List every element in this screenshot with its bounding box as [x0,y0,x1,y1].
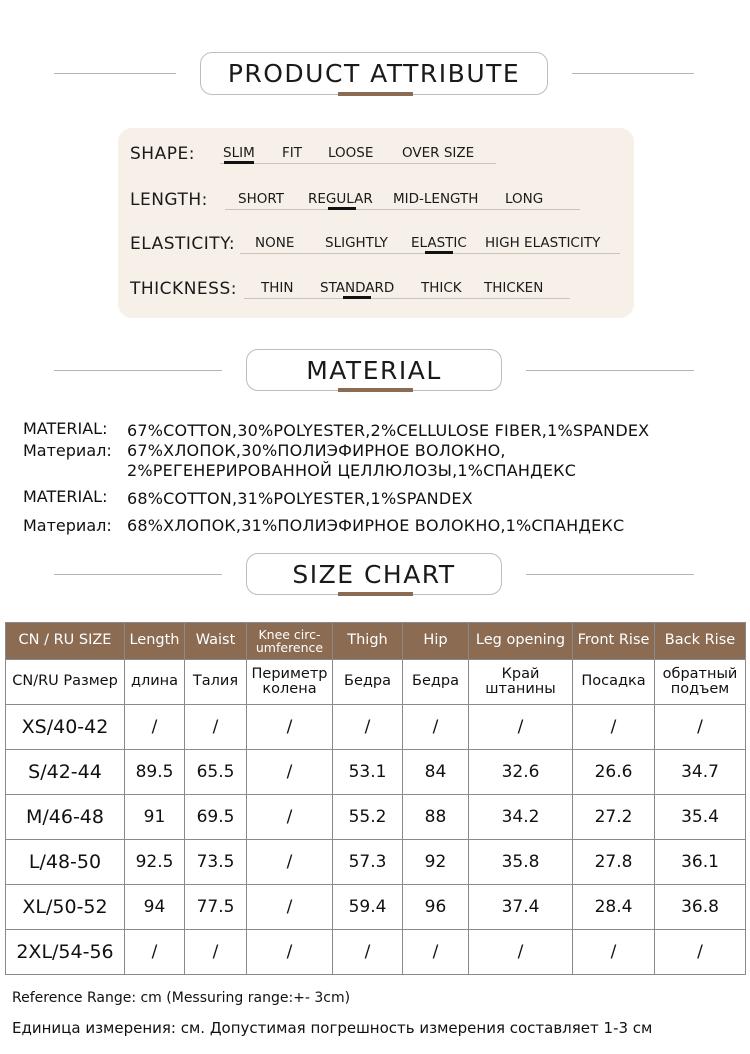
attribute-header-line-left [54,73,176,74]
attribute-section-title: PRODUCT ATTRIBUTE [200,52,548,95]
attr-option-slim: SLIM [223,145,255,161]
subheader-knee [247,660,333,705]
measurement-cell: / [573,705,655,750]
measurement-cell: 92 [403,840,469,885]
table-row [6,705,746,750]
material-title-accent [338,388,413,392]
measurement-cell: 35.4 [655,795,746,840]
attr-selected-mark-thickness [343,296,371,299]
attr-option-regular: REGULAR [308,191,373,207]
measurement-cell: / [655,930,746,975]
measurement-cell: / [247,750,333,795]
material-section-title: MATERIAL [246,349,502,391]
header-length: Length [125,623,185,660]
measurement-cell: / [469,930,573,975]
table-row [6,885,746,930]
measurement-cell: 34.7 [655,750,746,795]
measurement-cell: 65.5 [185,750,247,795]
measurement-cell: 84 [403,750,469,795]
attr-label-length: LENGTH: [130,190,208,210]
attr-option-thicken: THICKEN [484,280,544,296]
header-hip: Hip [403,623,469,660]
measurement-cell: / [403,930,469,975]
measurement-cell: / [185,705,247,750]
size-header-line-right [526,574,694,575]
measurement-cell: 53.1 [333,750,403,795]
subheader-knee-line2: колена [262,681,317,697]
attr-underline-shape [220,163,496,164]
size-label-cell: XS/40-42 [6,705,125,750]
table-row [6,930,746,975]
attr-option-long: LONG [505,191,544,207]
size-table-header-row [6,623,746,660]
header-leg-opening: Leg opening [469,623,573,660]
attr-option-thick: THICK [421,280,462,296]
measurement-cell: 37.4 [469,885,573,930]
attr-label-shape: SHAPE: [130,144,195,164]
measurement-cell: / [185,930,247,975]
attr-option-oversize: OVER SIZE [402,145,475,161]
attr-option-fit: FIT [282,145,302,161]
measurement-cell: 94 [125,885,185,930]
attribute-title-accent [338,92,413,96]
attr-option-slightly: SLIGHTLY [325,235,388,251]
attr-label-elasticity: ELASTICITY: [130,234,236,254]
subheader-length: длина [125,660,185,705]
measurement-cell: 26.6 [573,750,655,795]
subheader-hip: Бедра [403,660,469,705]
measurement-cell: 77.5 [185,885,247,930]
measurement-cell: / [333,705,403,750]
measurement-cell: / [573,930,655,975]
attr-underline-length [225,209,580,210]
measurement-cell: 91 [125,795,185,840]
material-text-ru-2: 68%ХЛОПОК,31%ПОЛИЭФИРНОЕ ВОЛОКНО,1%СПАНДЕКС [127,516,625,535]
subheader-leg-line1: Край [501,665,540,682]
subheader-leg-line2: штанины [485,681,556,697]
header-waist: Waist [185,623,247,660]
material-header-line-right [526,370,694,371]
attr-underline-thickness [244,298,570,299]
table-row [6,840,746,885]
size-label-cell: S/42-44 [6,750,125,795]
measurement-cell: / [403,705,469,750]
size-header-line-left [54,574,222,575]
measurement-cell: 35.8 [469,840,573,885]
size-label-cell: XL/50-52 [6,885,125,930]
measurement-cell: 55.2 [333,795,403,840]
material-label-en-2: MATERIAL: [23,487,108,506]
attr-option-loose: LOOSE [328,145,374,161]
measurement-cell: 27.8 [573,840,655,885]
subheader-leg-opening [469,660,573,705]
attr-option-short: SHORT [238,191,284,207]
measurement-cell: / [125,930,185,975]
measurement-cell: / [247,930,333,975]
attr-option-standard: STANDARD [320,280,395,296]
measurement-cell: / [655,705,746,750]
size-section-title: SIZE CHART [246,553,502,595]
material-header-line-left [54,370,222,371]
measurement-cell: 73.5 [185,840,247,885]
size-label-cell: L/48-50 [6,840,125,885]
subheader-back-line2: подъем [670,681,730,697]
header-knee [247,623,333,660]
attr-selected-mark-elasticity [425,251,453,254]
size-title-accent [338,592,413,596]
measurement-cell: / [125,705,185,750]
material-label-en-1: MATERIAL: [23,419,108,438]
header-knee-line2: umference [255,640,324,655]
measurement-cell: 36.8 [655,885,746,930]
size-label-cell: M/46-48 [6,795,125,840]
measurement-cell: / [469,705,573,750]
measurement-cell: 59.4 [333,885,403,930]
attribute-header-line-right [572,73,694,74]
material-text-ru-1-cont: 2%РЕГЕНЕРИРОВАННОЙ ЦЕЛЛЮЛОЗЫ,1%СПАНДЕКС [127,461,577,480]
attr-option-none: NONE [255,235,295,251]
subheader-thigh: Бедра [333,660,403,705]
header-front-rise: Front Rise [573,623,655,660]
measurement-cell: 34.2 [469,795,573,840]
size-chart-table [5,622,746,975]
material-text-ru-1: 67%ХЛОПОК,30%ПОЛИЭФИРНОЕ ВОЛОКНО, [127,441,506,460]
measurement-cell: / [247,795,333,840]
measurement-error-note: Единица измерения: см. Допустимая погрешность измерения составляет 1-3 см [12,1019,653,1037]
measurement-cell: 92.5 [125,840,185,885]
table-row [6,795,746,840]
material-label-ru-1: Материал: [23,441,112,460]
measurement-cell: / [333,930,403,975]
header-back-rise: Back Rise [655,623,746,660]
subheader-knee-line1: Периметр [251,665,328,682]
measurement-cell: / [247,885,333,930]
measurement-cell: / [247,840,333,885]
subheader-back-line1: обратный [662,665,738,682]
measurement-cell: 69.5 [185,795,247,840]
measurement-cell: 57.3 [333,840,403,885]
subheader-back-rise [655,660,746,705]
measurement-cell: 88 [403,795,469,840]
attr-selected-mark-shape [224,161,254,164]
size-label-cell: 2XL/54-56 [6,930,125,975]
attr-selected-mark-length [328,207,356,210]
header-thigh: Thigh [333,623,403,660]
material-label-ru-2: Материал: [23,516,112,535]
size-table-subheader-row [6,660,746,705]
size-table-body [6,705,746,975]
measurement-cell: 32.6 [469,750,573,795]
attr-label-thickness: THICKNESS: [130,279,237,299]
header-knee-line1: Knee circ- [258,626,321,642]
material-text-en-1: 67%COTTON,30%POLYESTER,2%CELLULOSE FIBER,1%SPANDEX [127,421,650,440]
subheader-front-rise: Посадка [573,660,655,705]
measurement-cell: 28.4 [573,885,655,930]
reference-range-note: Reference Range: cm (Messuring range:+- 3cm) [12,990,351,1006]
measurement-cell: / [247,705,333,750]
attr-option-thin: THIN [261,280,294,296]
table-row [6,750,746,795]
measurement-cell: 89.5 [125,750,185,795]
subheader-size: CN/RU Размер [6,660,125,705]
attr-option-elastic: ELASTIC [411,235,467,251]
header-size: CN / RU SIZE [6,623,125,660]
measurement-cell: 96 [403,885,469,930]
measurement-cell: 27.2 [573,795,655,840]
attr-option-mid-length: MID-LENGTH [393,191,479,207]
attr-option-high-elasticity: HIGH ELASTICITY [485,235,601,251]
subheader-waist: Талия [185,660,247,705]
measurement-cell: 36.1 [655,840,746,885]
material-text-en-2: 68%COTTON,31%POLYESTER,1%SPANDEX [127,489,473,508]
